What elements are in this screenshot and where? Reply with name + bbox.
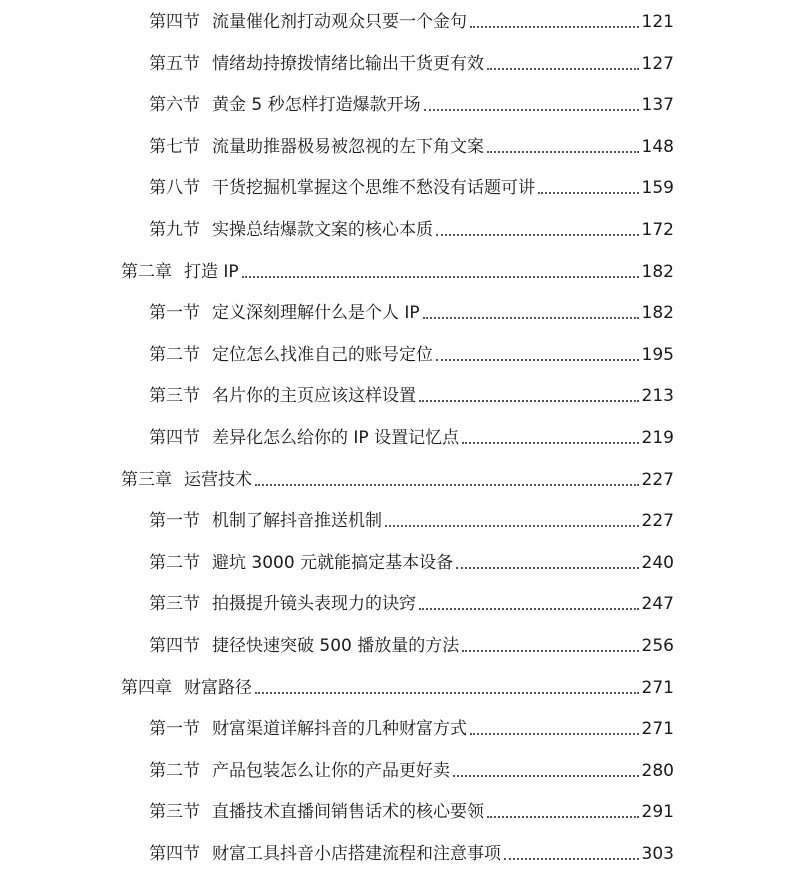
toc-entry-section[interactable] — [149, 299, 674, 323]
section-title: 财富渠道详解抖音的几种财富方式 — [212, 719, 467, 739]
page-number: 195 — [641, 345, 674, 365]
page-number: 303 — [641, 844, 674, 864]
chapter-title: 财富路径 — [184, 678, 252, 698]
section-number: 第三节 — [149, 802, 200, 822]
toc-entry-section[interactable] — [149, 757, 674, 781]
dot-leader — [255, 692, 639, 694]
page-number: 219 — [641, 428, 674, 448]
section-title: 名片你的主页应该这样设置 — [212, 386, 416, 406]
page-number: 159 — [641, 178, 674, 198]
dot-leader — [538, 192, 639, 194]
toc-entry-section[interactable] — [149, 549, 674, 573]
chapter-number: 第二章 — [121, 262, 172, 282]
toc-entry-section[interactable] — [149, 715, 674, 739]
page-number: 121 — [641, 12, 674, 32]
section-title: 机制了解抖音推送机制 — [212, 511, 382, 531]
dot-leader — [470, 733, 639, 735]
page-number: 247 — [641, 594, 674, 614]
section-title: 直播技术直播间销售话术的核心要领 — [212, 802, 484, 822]
dot-leader — [423, 317, 639, 319]
section-number: 第二节 — [149, 761, 200, 781]
page-number: 240 — [641, 553, 674, 573]
toc-entry-section[interactable] — [149, 341, 674, 365]
page-number: 137 — [641, 95, 674, 115]
dot-leader — [453, 775, 639, 777]
toc-entry-chapter[interactable] — [121, 258, 674, 282]
section-title: 财富工具抖音小店搭建流程和注意事项 — [212, 844, 501, 864]
page-number: 127 — [641, 54, 674, 74]
section-number: 第二节 — [149, 345, 200, 365]
section-number: 第三节 — [149, 386, 200, 406]
page-number: 271 — [641, 678, 674, 698]
dot-leader — [419, 608, 639, 610]
section-title: 拍摄提升镜头表现力的诀窍 — [212, 594, 416, 614]
chapter-title: 运营技术 — [184, 470, 252, 490]
section-title: 差异化怎么给你的 IP 设置记忆点 — [212, 428, 460, 448]
section-number: 第一节 — [149, 511, 200, 531]
dot-leader — [385, 525, 639, 527]
toc-entry-section[interactable] — [149, 840, 674, 864]
toc-entry-section[interactable] — [149, 507, 674, 531]
toc-entry-section[interactable] — [149, 632, 674, 656]
section-number: 第二节 — [149, 553, 200, 573]
dot-leader — [436, 234, 639, 236]
toc-entry-chapter[interactable] — [121, 466, 674, 490]
section-number: 第五节 — [149, 54, 200, 74]
section-number: 第四节 — [149, 636, 200, 656]
section-number: 第四节 — [149, 428, 200, 448]
section-number: 第九节 — [149, 220, 200, 240]
section-title: 流量助推器极易被忽视的左下角文案 — [212, 137, 484, 157]
page-number: 227 — [641, 511, 674, 531]
dot-leader — [255, 484, 639, 486]
toc-entry-section[interactable] — [149, 50, 674, 74]
page-number: 172 — [641, 220, 674, 240]
dot-leader — [487, 151, 639, 153]
page-number: 256 — [641, 636, 674, 656]
section-number: 第一节 — [149, 303, 200, 323]
page-number: 271 — [641, 719, 674, 739]
section-title: 捷径快速突破 500 播放量的方法 — [212, 636, 460, 656]
section-number: 第三节 — [149, 594, 200, 614]
page-number: 182 — [641, 303, 674, 323]
section-title: 干货挖掘机掌握这个思维不愁没有话题可讲 — [212, 178, 535, 198]
section-title: 黄金 5 秒怎样打造爆款开场 — [212, 95, 421, 115]
dot-leader — [424, 109, 639, 111]
section-title: 实操总结爆款文案的核心本质 — [212, 220, 433, 240]
dot-leader — [487, 816, 639, 818]
dot-leader — [436, 359, 639, 361]
dot-leader — [462, 650, 638, 652]
dot-leader — [504, 858, 639, 860]
section-title: 避坑 3000 元就能搞定基本设备 — [212, 553, 454, 573]
toc-entry-section[interactable] — [149, 133, 674, 157]
section-number: 第七节 — [149, 137, 200, 157]
toc-entry-section[interactable] — [149, 174, 674, 198]
section-number: 第四节 — [149, 12, 200, 32]
section-title: 定义深刻理解什么是个人 IP — [212, 303, 420, 323]
section-title: 情绪劫持撩拨情绪比输出干货更有效 — [212, 54, 484, 74]
toc-entry-section[interactable] — [149, 798, 674, 822]
section-title: 产品包装怎么让你的产品更好卖 — [212, 761, 450, 781]
toc-entry-section[interactable] — [149, 424, 674, 448]
chapter-number: 第三章 — [121, 470, 172, 490]
dot-leader — [487, 68, 639, 70]
dot-leader — [470, 26, 639, 28]
toc-entry-section[interactable] — [149, 8, 674, 32]
page-number: 213 — [641, 386, 674, 406]
section-number: 第四节 — [149, 844, 200, 864]
dot-leader — [242, 276, 639, 278]
dot-leader — [462, 442, 638, 444]
toc-entry-chapter[interactable] — [121, 674, 674, 698]
dot-leader — [456, 567, 638, 569]
section-title: 流量催化剂打动观众只要一个金句 — [212, 12, 467, 32]
section-title: 定位怎么找准自己的账号定位 — [212, 345, 433, 365]
chapter-title: 打造 IP — [184, 262, 239, 282]
toc-entry-section[interactable] — [149, 590, 674, 614]
section-number: 第一节 — [149, 719, 200, 739]
section-number: 第八节 — [149, 178, 200, 198]
page-number: 227 — [641, 470, 674, 490]
toc-entry-section[interactable] — [149, 91, 674, 115]
toc-entry-section[interactable] — [149, 216, 674, 240]
page-number: 291 — [641, 802, 674, 822]
page-number: 280 — [641, 761, 674, 781]
page-number: 148 — [641, 137, 674, 157]
chapter-number: 第四章 — [121, 678, 172, 698]
dot-leader — [419, 400, 639, 402]
section-number: 第六节 — [149, 95, 200, 115]
toc-entry-section[interactable] — [149, 382, 674, 406]
page-number: 182 — [641, 262, 674, 282]
